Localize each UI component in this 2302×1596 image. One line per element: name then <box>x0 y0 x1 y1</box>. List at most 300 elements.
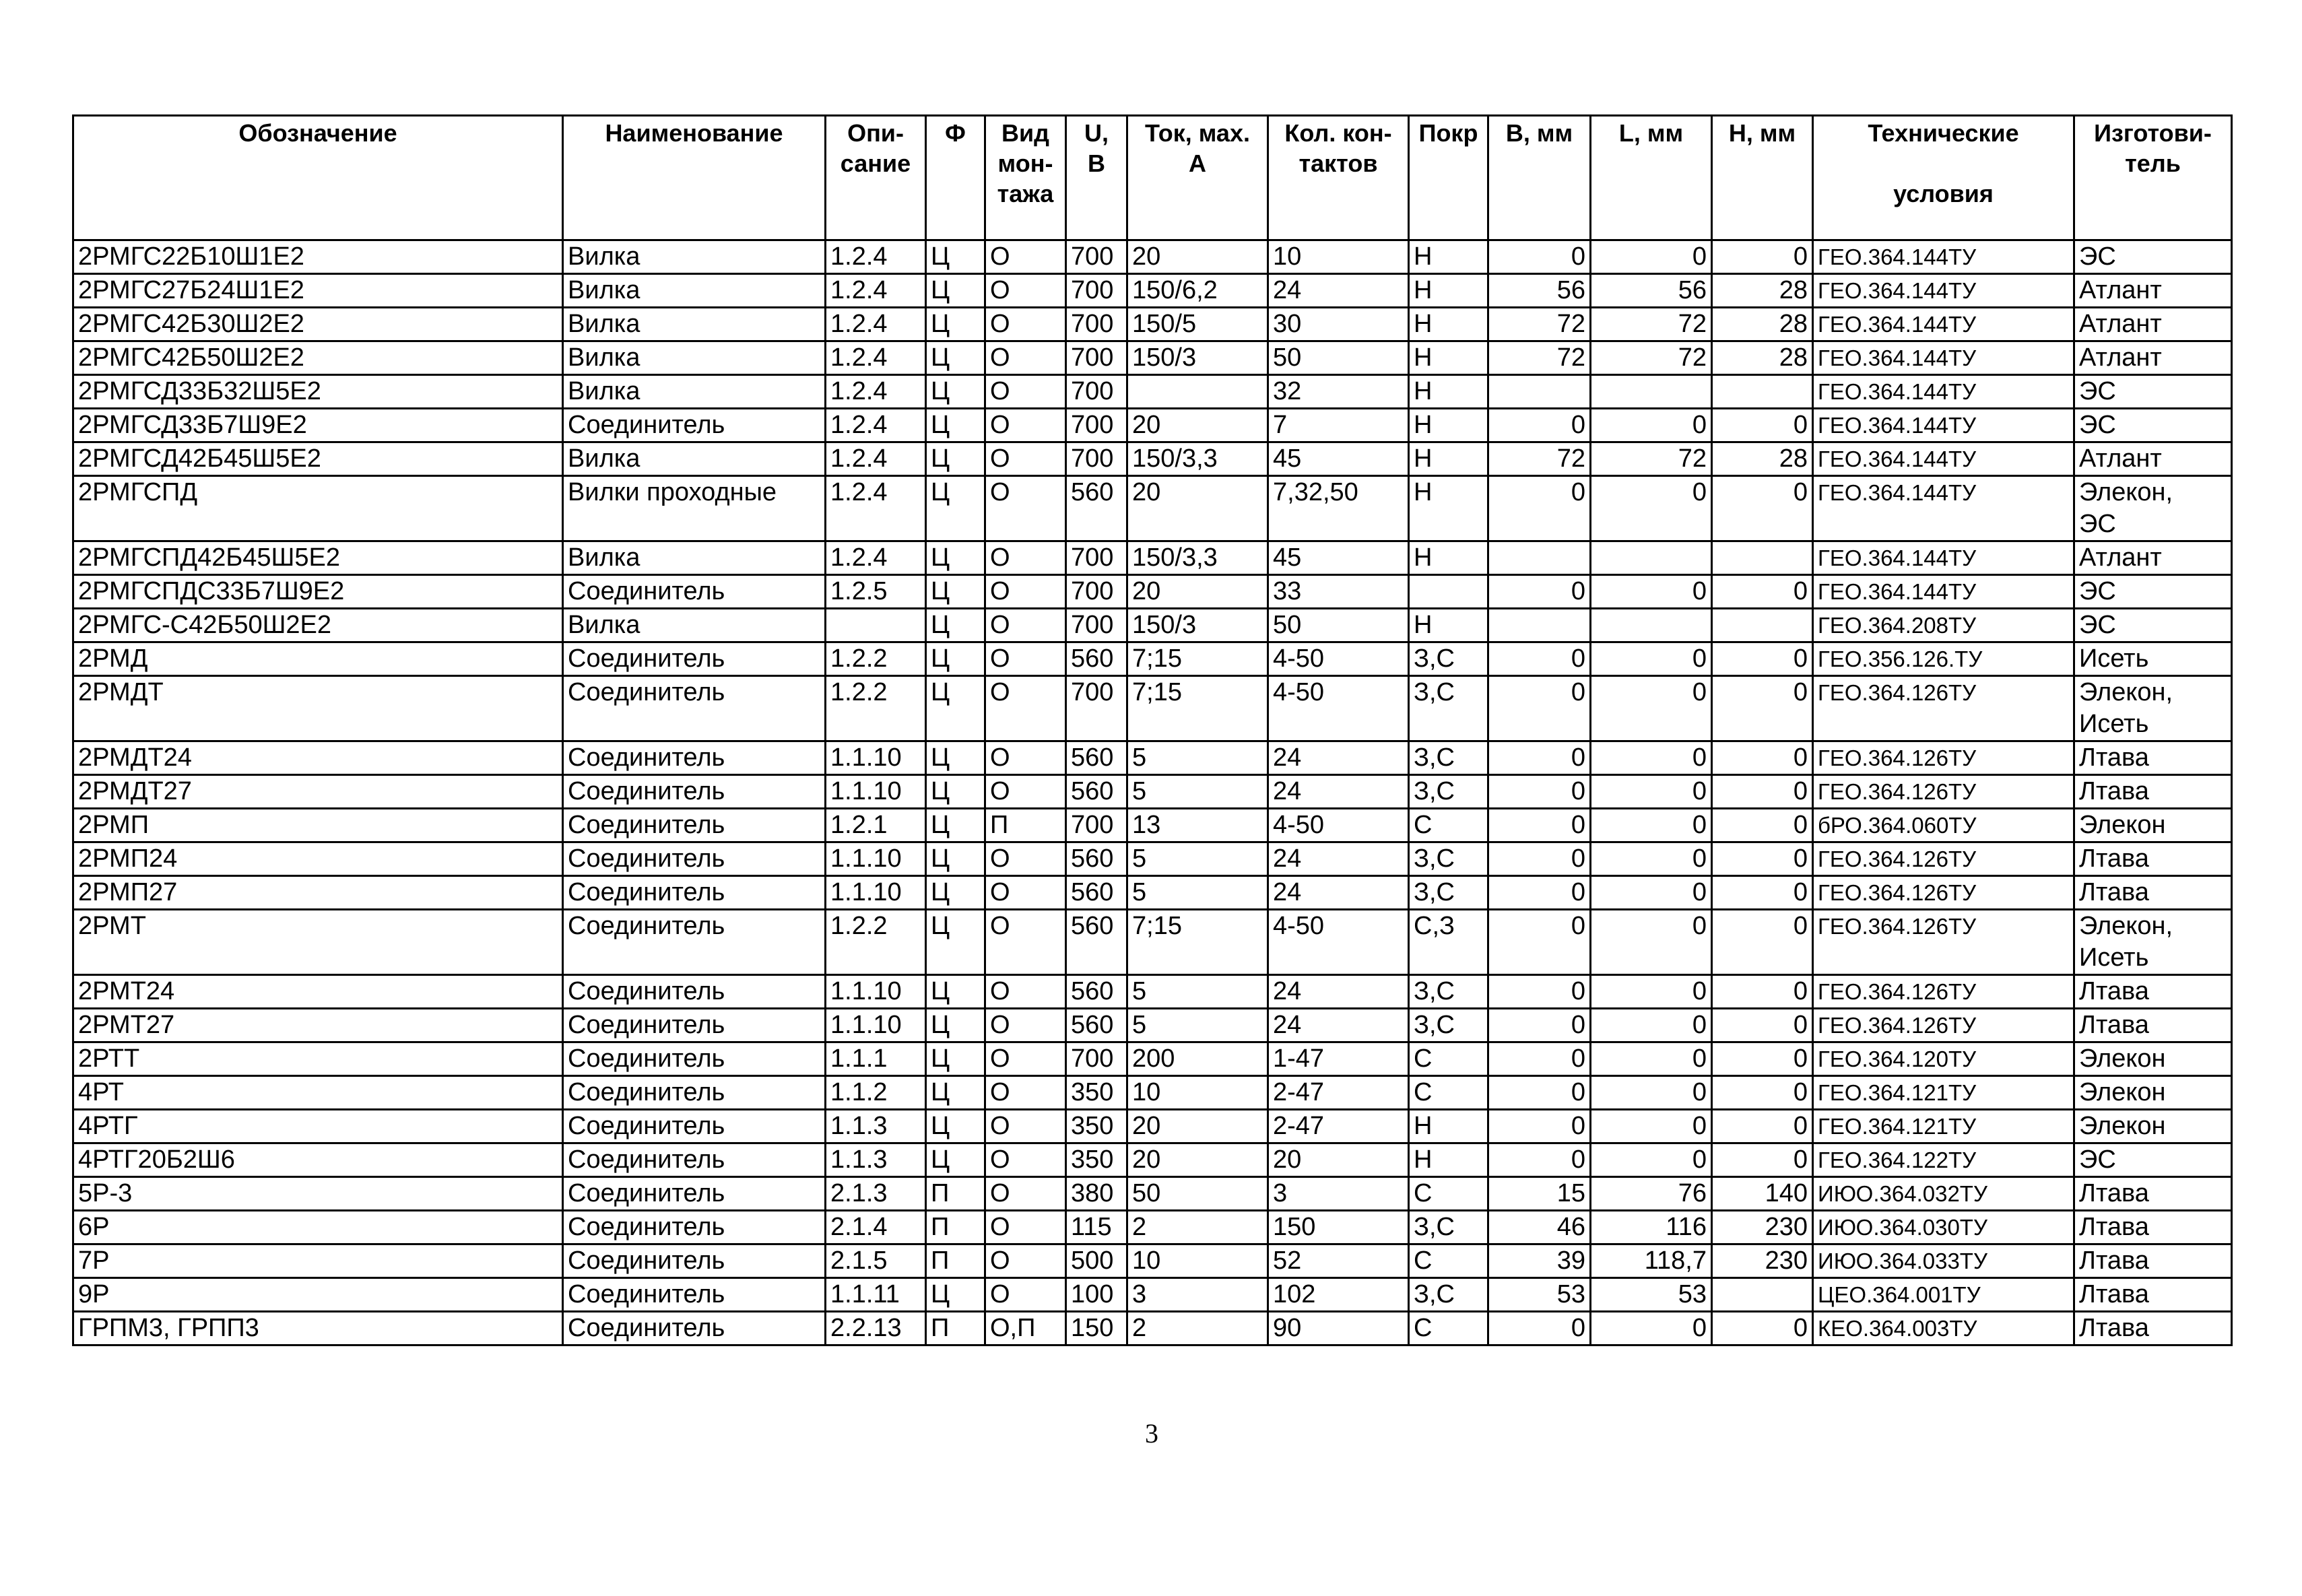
cell-coating: З,С <box>1409 1211 1488 1244</box>
cell-voltage: 700 <box>1066 609 1127 642</box>
cell-h-mm: 0 <box>1712 1312 1813 1345</box>
cell-designation: 7Р <box>73 1244 563 1278</box>
cell-description: 1.1.10 <box>826 876 926 910</box>
cell-l-mm: 0 <box>1591 642 1712 676</box>
cell-voltage: 700 <box>1066 375 1127 409</box>
cell-current-max: 150/5 <box>1127 308 1268 341</box>
cell-voltage: 700 <box>1066 442 1127 476</box>
cell-name: Соединитель <box>563 1042 826 1076</box>
cell-designation: 2РМГСД33Б32Ш5Е2 <box>73 375 563 409</box>
cell-tech-conditions: ГЕО.364.122ТУ <box>1813 1143 2074 1177</box>
cell-tech-conditions: ГЕО.356.126.ТУ <box>1813 642 2074 676</box>
cell-mount-type: О <box>985 642 1066 676</box>
cell-contact-count: 7 <box>1268 409 1409 442</box>
column-header-mount-type: Вид мон- тажа <box>985 116 1066 240</box>
cell-current-max: 7;15 <box>1127 642 1268 676</box>
cell-l-mm: 0 <box>1591 1143 1712 1177</box>
cell-manufacturer: ЭС <box>2074 409 2232 442</box>
cell-manufacturer: Лтава <box>2074 1278 2232 1312</box>
cell-coating: С <box>1409 809 1488 842</box>
cell-l-mm: 0 <box>1591 409 1712 442</box>
table-row <box>73 1143 2232 1177</box>
cell-mount-type: О <box>985 1177 1066 1211</box>
cell-form: Ц <box>926 341 985 375</box>
column-header-current-max: Ток, мах. А <box>1127 116 1268 240</box>
column-header-name: Наименование <box>563 116 826 240</box>
cell-description: 2.2.13 <box>826 1312 926 1345</box>
cell-manufacturer: Лтава <box>2074 842 2232 876</box>
cell-contact-count: 32 <box>1268 375 1409 409</box>
cell-contact-count: 10 <box>1268 240 1409 274</box>
cell-l-mm: 118,7 <box>1591 1244 1712 1278</box>
column-header-designation: Обозначение <box>73 116 563 240</box>
cell-form: Ц <box>926 741 985 775</box>
column-header-form: Ф <box>926 116 985 240</box>
cell-h-mm: 0 <box>1712 642 1813 676</box>
cell-contact-count: 45 <box>1268 541 1409 575</box>
cell-designation: 2РМГСД33Б7Ш9Е2 <box>73 409 563 442</box>
cell-form: П <box>926 1312 985 1345</box>
page-number: 3 <box>1145 1418 1158 1449</box>
cell-name: Соединитель <box>563 1009 826 1042</box>
cell-mount-type: О <box>985 1211 1066 1244</box>
cell-voltage: 700 <box>1066 308 1127 341</box>
cell-description: 2.1.4 <box>826 1211 926 1244</box>
cell-mount-type: О <box>985 1009 1066 1042</box>
cell-l-mm: 0 <box>1591 476 1712 541</box>
header-row <box>73 116 2232 240</box>
cell-contact-count: 24 <box>1268 1009 1409 1042</box>
cell-mount-type: О <box>985 308 1066 341</box>
cell-mount-type: О <box>985 775 1066 809</box>
cell-form: Ц <box>926 1278 985 1312</box>
cell-description: 1.2.4 <box>826 541 926 575</box>
cell-mount-type: О <box>985 341 1066 375</box>
cell-h-mm: 28 <box>1712 274 1813 308</box>
cell-form: Ц <box>926 409 985 442</box>
column-header-contact-count: Кол. кон- тактов <box>1268 116 1409 240</box>
cell-l-mm: 0 <box>1591 240 1712 274</box>
cell-h-mm <box>1712 541 1813 575</box>
table-row <box>73 442 2232 476</box>
cell-l-mm: 76 <box>1591 1177 1712 1211</box>
cell-designation: 2РМГС27Б24Ш1Е2 <box>73 274 563 308</box>
cell-b-mm: 0 <box>1488 809 1591 842</box>
cell-manufacturer: Атлант <box>2074 541 2232 575</box>
cell-designation: ГРПМ3, ГРПП3 <box>73 1312 563 1345</box>
cell-tech-conditions: ГЕО.364.144ТУ <box>1813 274 2074 308</box>
column-header-description: Опи- сание <box>826 116 926 240</box>
cell-description: 1.1.10 <box>826 1009 926 1042</box>
cell-coating: Н <box>1409 375 1488 409</box>
cell-b-mm: 39 <box>1488 1244 1591 1278</box>
cell-form: Ц <box>926 442 985 476</box>
cell-l-mm: 116 <box>1591 1211 1712 1244</box>
cell-coating: З,С <box>1409 975 1488 1009</box>
cell-coating: Н <box>1409 409 1488 442</box>
cell-form: Ц <box>926 775 985 809</box>
cell-voltage: 150 <box>1066 1312 1127 1345</box>
cell-b-mm: 0 <box>1488 1009 1591 1042</box>
cell-current-max: 3 <box>1127 1278 1268 1312</box>
column-header-voltage: U, В <box>1066 116 1127 240</box>
cell-description: 2.1.5 <box>826 1244 926 1278</box>
cell-h-mm: 0 <box>1712 1143 1813 1177</box>
cell-current-max <box>1127 375 1268 409</box>
cell-tech-conditions: ГЕО.364.121ТУ <box>1813 1076 2074 1110</box>
cell-h-mm: 28 <box>1712 341 1813 375</box>
cell-contact-count: 4-50 <box>1268 910 1409 975</box>
cell-name: Соединитель <box>563 1312 826 1345</box>
cell-coating: С,З <box>1409 910 1488 975</box>
cell-current-max: 20 <box>1127 1110 1268 1143</box>
cell-manufacturer: Элекон, Исеть <box>2074 910 2232 975</box>
cell-current-max: 5 <box>1127 975 1268 1009</box>
cell-current-max: 150/3,3 <box>1127 541 1268 575</box>
cell-h-mm: 0 <box>1712 775 1813 809</box>
cell-form: Ц <box>926 541 985 575</box>
cell-description: 1.1.10 <box>826 775 926 809</box>
cell-manufacturer: Элекон <box>2074 1042 2232 1076</box>
cell-h-mm <box>1712 609 1813 642</box>
table-row <box>73 575 2232 609</box>
cell-current-max: 5 <box>1127 842 1268 876</box>
cell-b-mm: 0 <box>1488 1110 1591 1143</box>
cell-manufacturer: Лтава <box>2074 1211 2232 1244</box>
cell-designation: 4РТГ <box>73 1110 563 1143</box>
cell-l-mm: 72 <box>1591 442 1712 476</box>
cell-manufacturer: Элекон <box>2074 1076 2232 1110</box>
cell-l-mm: 53 <box>1591 1278 1712 1312</box>
cell-description: 1.1.1 <box>826 1042 926 1076</box>
cell-voltage: 115 <box>1066 1211 1127 1244</box>
cell-designation: 6Р <box>73 1211 563 1244</box>
cell-coating: Н <box>1409 609 1488 642</box>
table-row <box>73 409 2232 442</box>
cell-manufacturer: Исеть <box>2074 642 2232 676</box>
cell-tech-conditions: ГЕО.364.144ТУ <box>1813 541 2074 575</box>
cell-form: П <box>926 1177 985 1211</box>
table-row <box>73 1042 2232 1076</box>
cell-tech-conditions: ЦЕО.364.001ТУ <box>1813 1278 2074 1312</box>
cell-mount-type: О <box>985 409 1066 442</box>
cell-voltage: 700 <box>1066 541 1127 575</box>
table-row <box>73 775 2232 809</box>
table-row <box>73 1278 2232 1312</box>
table-row <box>73 308 2232 341</box>
cell-tech-conditions: ГЕО.364.144ТУ <box>1813 308 2074 341</box>
cell-mount-type: О <box>985 676 1066 741</box>
cell-l-mm: 0 <box>1591 575 1712 609</box>
cell-l-mm: 0 <box>1591 975 1712 1009</box>
cell-name: Соединитель <box>563 842 826 876</box>
cell-manufacturer: Элекон <box>2074 809 2232 842</box>
cell-designation: 2РМДТ24 <box>73 741 563 775</box>
cell-current-max: 5 <box>1127 775 1268 809</box>
cell-description: 1.2.2 <box>826 642 926 676</box>
cell-l-mm: 0 <box>1591 910 1712 975</box>
cell-l-mm: 0 <box>1591 676 1712 741</box>
cell-description: 1.2.4 <box>826 442 926 476</box>
cell-description: 1.2.4 <box>826 274 926 308</box>
cell-l-mm: 0 <box>1591 809 1712 842</box>
cell-contact-count: 3 <box>1268 1177 1409 1211</box>
cell-b-mm: 15 <box>1488 1177 1591 1211</box>
cell-b-mm <box>1488 609 1591 642</box>
cell-name: Соединитель <box>563 1076 826 1110</box>
cell-l-mm: 0 <box>1591 876 1712 910</box>
cell-contact-count: 45 <box>1268 442 1409 476</box>
cell-b-mm: 72 <box>1488 442 1591 476</box>
table-row <box>73 876 2232 910</box>
cell-tech-conditions: ГЕО.364.126ТУ <box>1813 975 2074 1009</box>
cell-tech-conditions: ИЮО.364.030ТУ <box>1813 1211 2074 1244</box>
cell-form: Ц <box>926 575 985 609</box>
cell-form: Ц <box>926 375 985 409</box>
cell-name: Вилки проходные <box>563 476 826 541</box>
cell-contact-count: 4-50 <box>1268 642 1409 676</box>
cell-b-mm <box>1488 541 1591 575</box>
cell-voltage: 560 <box>1066 876 1127 910</box>
cell-contact-count: 102 <box>1268 1278 1409 1312</box>
cell-voltage: 700 <box>1066 274 1127 308</box>
cell-designation: 2РМДТ27 <box>73 775 563 809</box>
cell-h-mm: 0 <box>1712 842 1813 876</box>
cell-l-mm: 0 <box>1591 1042 1712 1076</box>
table-row <box>73 1110 2232 1143</box>
cell-manufacturer: Атлант <box>2074 274 2232 308</box>
table-row <box>73 1244 2232 1278</box>
cell-voltage: 560 <box>1066 476 1127 541</box>
cell-current-max: 10 <box>1127 1076 1268 1110</box>
cell-mount-type: О <box>985 1278 1066 1312</box>
cell-description: 1.2.2 <box>826 910 926 975</box>
cell-description <box>826 609 926 642</box>
cell-h-mm: 0 <box>1712 676 1813 741</box>
cell-name: Вилка <box>563 308 826 341</box>
cell-b-mm: 53 <box>1488 1278 1591 1312</box>
cell-contact-count: 1-47 <box>1268 1042 1409 1076</box>
cell-h-mm: 0 <box>1712 1076 1813 1110</box>
cell-h-mm: 230 <box>1712 1244 1813 1278</box>
cell-current-max: 5 <box>1127 876 1268 910</box>
cell-name: Вилка <box>563 240 826 274</box>
cell-name: Соединитель <box>563 676 826 741</box>
cell-contact-count: 150 <box>1268 1211 1409 1244</box>
cell-name: Соединитель <box>563 975 826 1009</box>
cell-description: 1.1.10 <box>826 741 926 775</box>
cell-b-mm: 46 <box>1488 1211 1591 1244</box>
cell-manufacturer: Атлант <box>2074 442 2232 476</box>
cell-tech-conditions: КЕО.364.003ТУ <box>1813 1312 2074 1345</box>
cell-h-mm: 0 <box>1712 575 1813 609</box>
cell-name: Соединитель <box>563 642 826 676</box>
table-row <box>73 1211 2232 1244</box>
cell-current-max: 20 <box>1127 240 1268 274</box>
cell-tech-conditions: ИЮО.364.032ТУ <box>1813 1177 2074 1211</box>
cell-coating: С <box>1409 1312 1488 1345</box>
cell-voltage: 560 <box>1066 1009 1127 1042</box>
cell-contact-count: 24 <box>1268 274 1409 308</box>
table-row <box>73 1009 2232 1042</box>
cell-description: 1.2.4 <box>826 240 926 274</box>
cell-contact-count: 24 <box>1268 775 1409 809</box>
cell-mount-type: О <box>985 274 1066 308</box>
cell-b-mm: 0 <box>1488 240 1591 274</box>
cell-manufacturer: Лтава <box>2074 975 2232 1009</box>
cell-name: Соединитель <box>563 409 826 442</box>
cell-voltage: 560 <box>1066 975 1127 1009</box>
cell-description: 2.1.3 <box>826 1177 926 1211</box>
cell-l-mm: 0 <box>1591 1312 1712 1345</box>
cell-tech-conditions: ГЕО.364.126ТУ <box>1813 910 2074 975</box>
table-row <box>73 910 2232 975</box>
cell-manufacturer: Лтава <box>2074 775 2232 809</box>
cell-designation: 2РМТ24 <box>73 975 563 1009</box>
cell-tech-conditions: ГЕО.364.144ТУ <box>1813 442 2074 476</box>
cell-form: Ц <box>926 676 985 741</box>
cell-contact-count: 50 <box>1268 341 1409 375</box>
cell-h-mm <box>1712 1278 1813 1312</box>
cell-name: Вилка <box>563 609 826 642</box>
table-row <box>73 975 2232 1009</box>
cell-form: Ц <box>926 975 985 1009</box>
cell-coating: С <box>1409 1076 1488 1110</box>
cell-voltage: 560 <box>1066 910 1127 975</box>
cell-b-mm: 0 <box>1488 910 1591 975</box>
cell-form: Ц <box>926 1076 985 1110</box>
cell-coating: Н <box>1409 274 1488 308</box>
table-row <box>73 676 2232 741</box>
cell-l-mm: 72 <box>1591 308 1712 341</box>
cell-form: Ц <box>926 842 985 876</box>
cell-voltage: 560 <box>1066 775 1127 809</box>
cell-h-mm: 28 <box>1712 442 1813 476</box>
cell-form: Ц <box>926 308 985 341</box>
cell-description: 1.1.11 <box>826 1278 926 1312</box>
cell-b-mm <box>1488 375 1591 409</box>
cell-mount-type: О <box>985 741 1066 775</box>
cell-l-mm: 0 <box>1591 775 1712 809</box>
cell-designation: 9Р <box>73 1278 563 1312</box>
cell-b-mm: 72 <box>1488 308 1591 341</box>
cell-contact-count: 20 <box>1268 1143 1409 1177</box>
cell-designation: 2РМП27 <box>73 876 563 910</box>
cell-h-mm: 28 <box>1712 308 1813 341</box>
column-header-b-mm: B, мм <box>1488 116 1591 240</box>
cell-manufacturer: ЭС <box>2074 1143 2232 1177</box>
cell-manufacturer: ЭС <box>2074 240 2232 274</box>
cell-mount-type: О <box>985 1244 1066 1278</box>
cell-tech-conditions: ГЕО.364.126ТУ <box>1813 876 2074 910</box>
cell-coating: С <box>1409 1042 1488 1076</box>
column-header-tech-conditions: Технические условия <box>1813 116 2074 240</box>
cell-l-mm <box>1591 609 1712 642</box>
cell-name: Вилка <box>563 375 826 409</box>
cell-current-max: 2 <box>1127 1312 1268 1345</box>
cell-voltage: 700 <box>1066 809 1127 842</box>
cell-manufacturer: Элекон, Исеть <box>2074 676 2232 741</box>
cell-coating: Н <box>1409 308 1488 341</box>
cell-contact-count: 24 <box>1268 975 1409 1009</box>
table-row <box>73 1076 2232 1110</box>
connector-spec-table <box>72 114 2233 1346</box>
table-row <box>73 1312 2232 1345</box>
cell-current-max: 150/3 <box>1127 609 1268 642</box>
cell-voltage: 380 <box>1066 1177 1127 1211</box>
cell-voltage: 560 <box>1066 842 1127 876</box>
table-row <box>73 341 2232 375</box>
cell-current-max: 7;15 <box>1127 910 1268 975</box>
cell-mount-type: О <box>985 910 1066 975</box>
cell-coating: С <box>1409 1244 1488 1278</box>
cell-l-mm: 0 <box>1591 1076 1712 1110</box>
cell-description: 1.2.4 <box>826 409 926 442</box>
table-row <box>73 541 2232 575</box>
cell-manufacturer: Элекон <box>2074 1110 2232 1143</box>
cell-contact-count: 90 <box>1268 1312 1409 1345</box>
cell-h-mm: 0 <box>1712 975 1813 1009</box>
cell-voltage: 560 <box>1066 642 1127 676</box>
cell-l-mm <box>1591 375 1712 409</box>
cell-h-mm: 140 <box>1712 1177 1813 1211</box>
cell-l-mm: 0 <box>1591 1009 1712 1042</box>
cell-coating <box>1409 575 1488 609</box>
cell-coating: Н <box>1409 541 1488 575</box>
cell-manufacturer: ЭС <box>2074 575 2232 609</box>
cell-manufacturer: Атлант <box>2074 308 2232 341</box>
column-header-manufacturer: Изготови- тель <box>2074 116 2232 240</box>
cell-name: Соединитель <box>563 775 826 809</box>
cell-tech-conditions: ГЕО.364.126ТУ <box>1813 676 2074 741</box>
cell-h-mm: 0 <box>1712 1110 1813 1143</box>
table-row <box>73 609 2232 642</box>
cell-designation: 2РМГС-С42Б50Ш2Е2 <box>73 609 563 642</box>
cell-manufacturer: Лтава <box>2074 1009 2232 1042</box>
cell-coating: З,С <box>1409 642 1488 676</box>
cell-l-mm: 72 <box>1591 341 1712 375</box>
cell-mount-type: О <box>985 575 1066 609</box>
cell-contact-count: 4-50 <box>1268 676 1409 741</box>
cell-form: Ц <box>926 1143 985 1177</box>
table-row <box>73 842 2232 876</box>
cell-mount-type: О <box>985 1076 1066 1110</box>
column-header-l-mm: L, мм <box>1591 116 1712 240</box>
cell-name: Соединитель <box>563 741 826 775</box>
cell-mount-type: О <box>985 609 1066 642</box>
cell-designation: 2РМГСПД <box>73 476 563 541</box>
cell-description: 1.2.4 <box>826 341 926 375</box>
table-row <box>73 274 2232 308</box>
cell-current-max: 150/3 <box>1127 341 1268 375</box>
cell-tech-conditions: ГЕО.364.144ТУ <box>1813 341 2074 375</box>
cell-contact-count: 52 <box>1268 1244 1409 1278</box>
cell-b-mm: 0 <box>1488 676 1591 741</box>
cell-designation: 2РМП <box>73 809 563 842</box>
cell-manufacturer: Элекон, ЭС <box>2074 476 2232 541</box>
cell-mount-type: О <box>985 240 1066 274</box>
cell-voltage: 350 <box>1066 1110 1127 1143</box>
cell-tech-conditions: ГЕО.364.144ТУ <box>1813 240 2074 274</box>
cell-current-max: 20 <box>1127 1143 1268 1177</box>
cell-form: Ц <box>926 1042 985 1076</box>
cell-form: П <box>926 1244 985 1278</box>
cell-description: 1.2.5 <box>826 575 926 609</box>
cell-tech-conditions: ГЕО.364.144ТУ <box>1813 375 2074 409</box>
cell-current-max: 7;15 <box>1127 676 1268 741</box>
cell-manufacturer: Атлант <box>2074 341 2232 375</box>
cell-contact-count: 30 <box>1268 308 1409 341</box>
